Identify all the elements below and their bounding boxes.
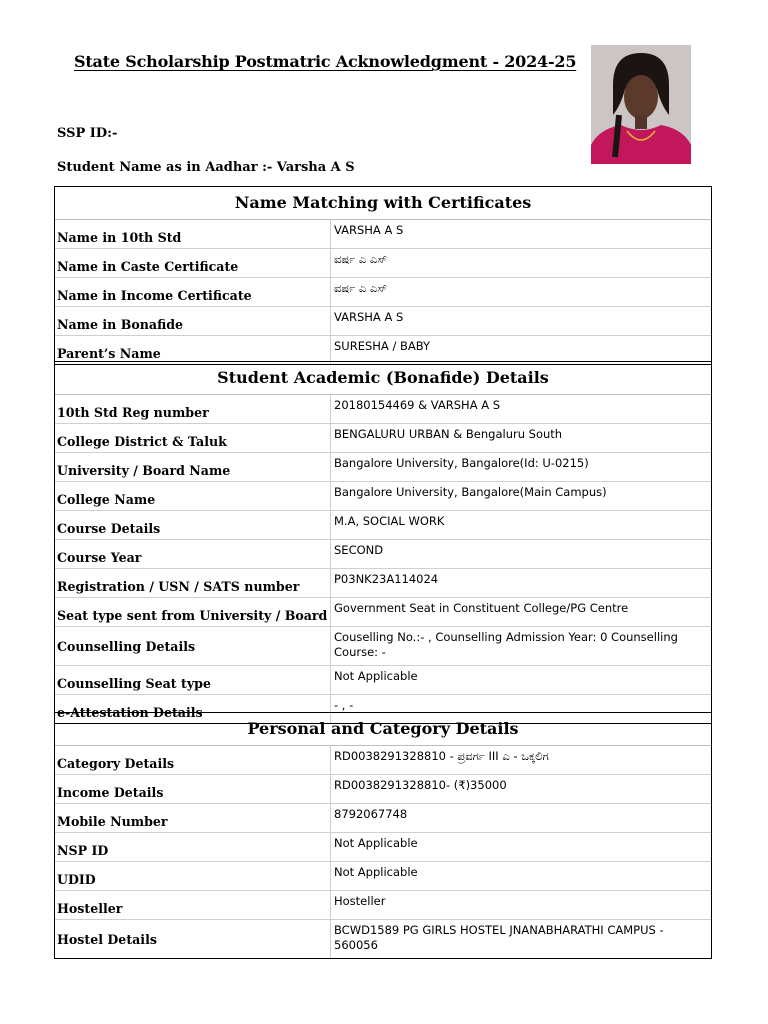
student-name-aadhar: Student Name as in Aadhar :- Varsha A S [57, 160, 355, 175]
table-row [55, 307, 711, 336]
student-portrait-image [591, 45, 691, 164]
row-label: Hostel Details [55, 920, 331, 958]
table-row [55, 395, 711, 424]
row-label: Category Details [55, 746, 331, 774]
section-title: Personal and Category Details [55, 713, 711, 746]
row-label: Name in Caste Certificate [55, 249, 331, 277]
table-row [55, 775, 711, 804]
row-value: Couselling No.:- , Counselling Admission Year: 0 Counselling Course: - [334, 630, 678, 659]
row-label: NSP ID [55, 833, 331, 861]
row-label: Counselling Seat type [55, 666, 331, 694]
row-value: Not Applicable [334, 669, 418, 683]
table-row [55, 862, 711, 891]
table-row [55, 453, 711, 482]
row-value: Not Applicable [334, 865, 418, 879]
row-label: Name in 10th Std [55, 220, 331, 248]
row-value: Bangalore University, Bangalore(Main Campus) [334, 485, 607, 499]
row-value: BCWD1589 PG GIRLS HOSTEL JNANABHARATHI CAMPUS - 560056 [334, 923, 664, 952]
row-label: Registration / USN / SATS number [55, 569, 331, 597]
table-row [55, 891, 711, 920]
row-label: Income Details [55, 775, 331, 803]
academic-details-section [54, 361, 712, 724]
row-label: Name in Bonafide [55, 307, 331, 335]
table-row [55, 540, 711, 569]
row-label: 10th Std Reg number [55, 395, 331, 423]
table-row [55, 627, 711, 666]
row-label: College Name [55, 482, 331, 510]
row-label: University / Board Name [55, 453, 331, 481]
table-row [55, 569, 711, 598]
section-title: Name Matching with Certificates [55, 187, 711, 220]
row-value: P03NK23A114024 [334, 572, 439, 586]
table-row [55, 278, 711, 307]
row-value: Government Seat in Constituent College/PG Centre [334, 601, 629, 615]
row-value: Bangalore University, Bangalore(Id: U-0215) [334, 456, 589, 470]
table-row [55, 220, 711, 249]
table-row [55, 424, 711, 453]
row-label: College District & Taluk [55, 424, 331, 452]
row-value: RD0038291328810- (₹)35000 [334, 778, 507, 792]
document-title: State Scholarship Postmatric Acknowledgment - 2024-25 [74, 52, 577, 71]
row-value: VARSHA A S [334, 310, 404, 324]
row-label: e-Attestation Details [55, 695, 331, 723]
table-row [55, 511, 711, 540]
table-row [55, 746, 711, 775]
row-value: VARSHA A S [334, 223, 404, 237]
row-value: - , - [334, 698, 354, 712]
row-value: M.A, SOCIAL WORK [334, 514, 445, 528]
row-label: Name in Income Certificate [55, 278, 331, 306]
row-label: Course Details [55, 511, 331, 539]
personal-category-section [54, 712, 712, 959]
section-title: Student Academic (Bonafide) Details [55, 362, 711, 395]
row-label: Hosteller [55, 891, 331, 919]
row-label: UDID [55, 862, 331, 890]
ssp-id-label: SSP ID:- [57, 126, 118, 141]
table-row [55, 482, 711, 511]
row-value: Not Applicable [334, 836, 418, 850]
row-value: ವರ್ಷ ಎ ಎಸ್ [334, 252, 388, 266]
row-label: Course Year [55, 540, 331, 568]
row-value: Hosteller [334, 894, 386, 908]
row-value: BENGALURU URBAN & Bengaluru South [334, 427, 563, 441]
row-label: Parent’s Name [55, 336, 331, 364]
table-row [55, 598, 711, 627]
row-value: ವರ್ಷ ಎ ಎಸ್ [334, 281, 388, 295]
table-row [55, 249, 711, 278]
table-row [55, 833, 711, 862]
student-photo [591, 45, 691, 164]
row-value: RD0038291328810 - ಪ್ರವರ್ಗ III ಎ - ಒಕ್ಕಲಿಗ [334, 749, 549, 763]
row-value: 8792067748 [334, 807, 408, 821]
row-value: SURESHA / BABY [334, 339, 431, 353]
table-row [55, 920, 711, 958]
table-row [55, 666, 711, 695]
row-label: Counselling Details [55, 627, 331, 665]
table-row [55, 336, 711, 364]
row-value: SECOND [334, 543, 384, 557]
row-label: Seat type sent from University / Board [55, 598, 331, 626]
row-label: Mobile Number [55, 804, 331, 832]
row-value: 20180154469 & VARSHA A S [334, 398, 501, 412]
table-row [55, 804, 711, 833]
name-matching-section [54, 186, 712, 365]
